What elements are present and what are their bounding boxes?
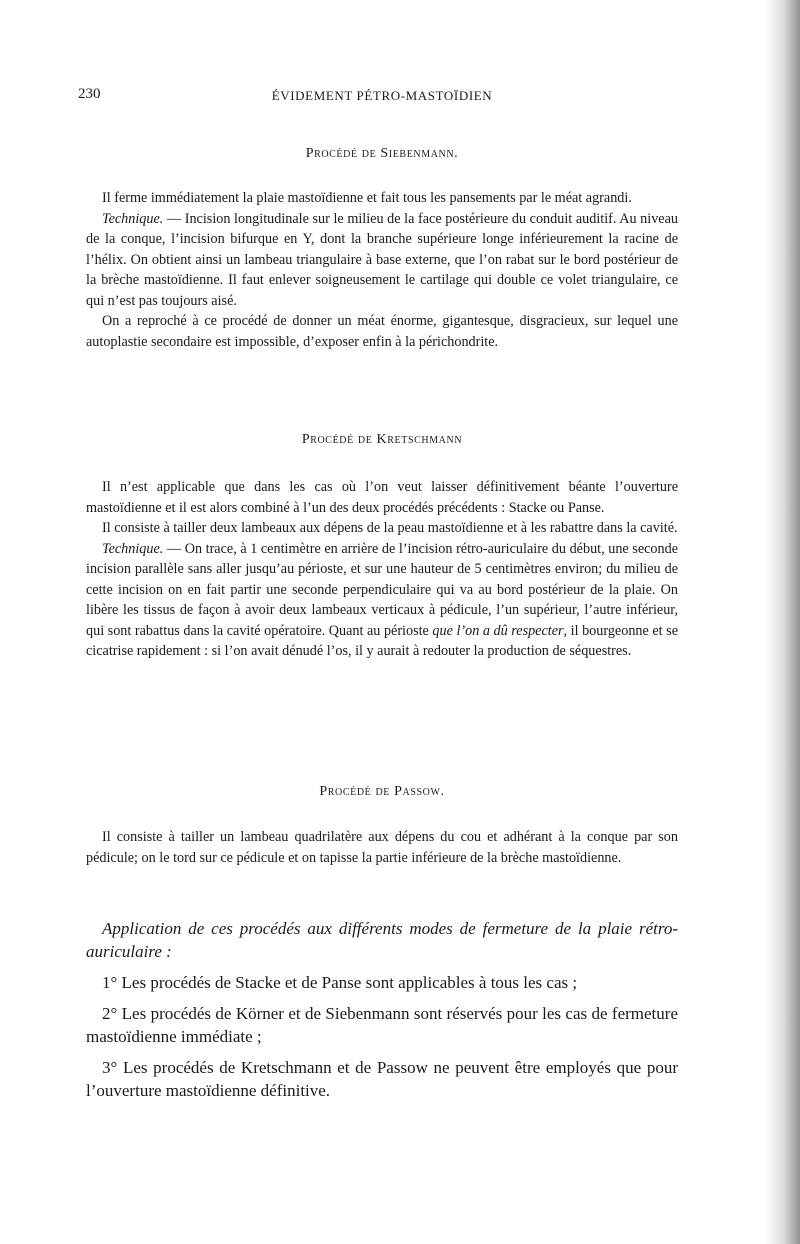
technique-label: Technique. <box>102 210 164 227</box>
paragraph: Il ferme immédiatement la plaie mastoïdienne et fait tous les pansements par le méat agrandi. <box>102 190 632 206</box>
paragraph-text: — On trace, à 1 centimètre en arrière de l’incision rétro-auriculaire du début, une seconde incision parallèle sans aller jusqu’au périoste, et sur une hauteur de 5 centimètres environ; du milieu de cette incision on en fait partir une seconde perpendiculaire qui va au bord postérieur de la plaie. On libère les tissus de façon à avoir deux lambeaux verticaux à pédicule, l’un supérieur, l’autre inférieur, qui sont rabattus dans la cavité opératoire. Quant au périoste <box>86 540 678 639</box>
section-kretschmann <box>86 477 678 662</box>
italic-phrase: que l’on a dû respecter <box>432 622 564 639</box>
page-edge-shadow <box>766 0 800 1244</box>
running-head <box>78 86 678 108</box>
list-item: 3° Les procédés de Kretschmann et de Passow ne peuvent être employés que pour l’ouverture mastoïdienne définitive. <box>86 1058 678 1100</box>
section-heading-passow: Procédé de Passow. <box>319 784 445 799</box>
paragraph: Il consiste à tailler deux lambeaux aux dépens de la peau mastoïdienne et à les rabattre dans la cavité. <box>102 520 678 536</box>
application-lead <box>86 917 678 963</box>
application-lead-text: Application de ces procédés aux différents modes de fermeture de la plaie rétro-auriculaire : <box>86 919 678 961</box>
list-item: 1° Les procédés de Stacke et de Panse sont applicables à tous les cas ; <box>102 973 578 992</box>
paragraph <box>86 209 678 312</box>
paragraph: Il n’est applicable que dans les cas où l’on veut laisser définitivement béante l’ouverture mastoïdienne et il est alors combiné à l’un des deux procédés précédents : Stacke ou Panse. <box>86 479 678 516</box>
technique-label: Technique. <box>102 540 164 557</box>
section-passow <box>86 827 678 868</box>
list-item: 2° Les procédés de Körner et de Siebenmann sont réservés pour les cas de fermeture mastoïdienne immédiate ; <box>86 1004 678 1046</box>
section-heading-siebenmann: Procédé de Siebenmann. <box>305 146 459 161</box>
running-title: ÉVIDEMENT PÉTRO-MASTOÏDIEN <box>271 88 493 103</box>
paragraph-text: — Incision longitudinale sur le milieu de la face postérieure du conduit auditif. Au niveau de la conque, l’incision bifurque en Y, dont la branche supérieure longe inférieurement la racine de l’hélix. On obtient ainsi un lambeau triangulaire à base externe, que l’on rabat sur le bord postérieur de la brèche mastoïdienne. Il faut enlever soigneusement le cartilage qui double ce volet triangulaire, ce qui n’est pas toujours aisé. <box>86 210 678 309</box>
paragraph: On a reproché à ce procédé de donner un méat énorme, gigantesque, disgracieux, sur lequel une autoplastie secondaire est impossible, d’exposer enfin à la périchondrite. <box>86 313 678 350</box>
section-application <box>86 917 678 1110</box>
section-heading-kretschmann: Procédé de Kretschmann <box>301 432 463 447</box>
paragraph <box>86 539 678 662</box>
paragraph-text: , il bourgeonne et se cicatrise rapidement : si l’on avait dénudé l’os, il y aurait à redouter la production de séquestres. <box>86 622 678 659</box>
section-siebenmann <box>86 188 678 352</box>
paragraph: Il consiste à tailler un lambeau quadrilatère aux dépens du cou et adhérant à la conque par son pédicule; on le tord sur ce pédicule et on tapisse la partie inférieure de la brèche mastoïdienne. <box>86 829 678 866</box>
page-number: 230 <box>78 86 101 102</box>
